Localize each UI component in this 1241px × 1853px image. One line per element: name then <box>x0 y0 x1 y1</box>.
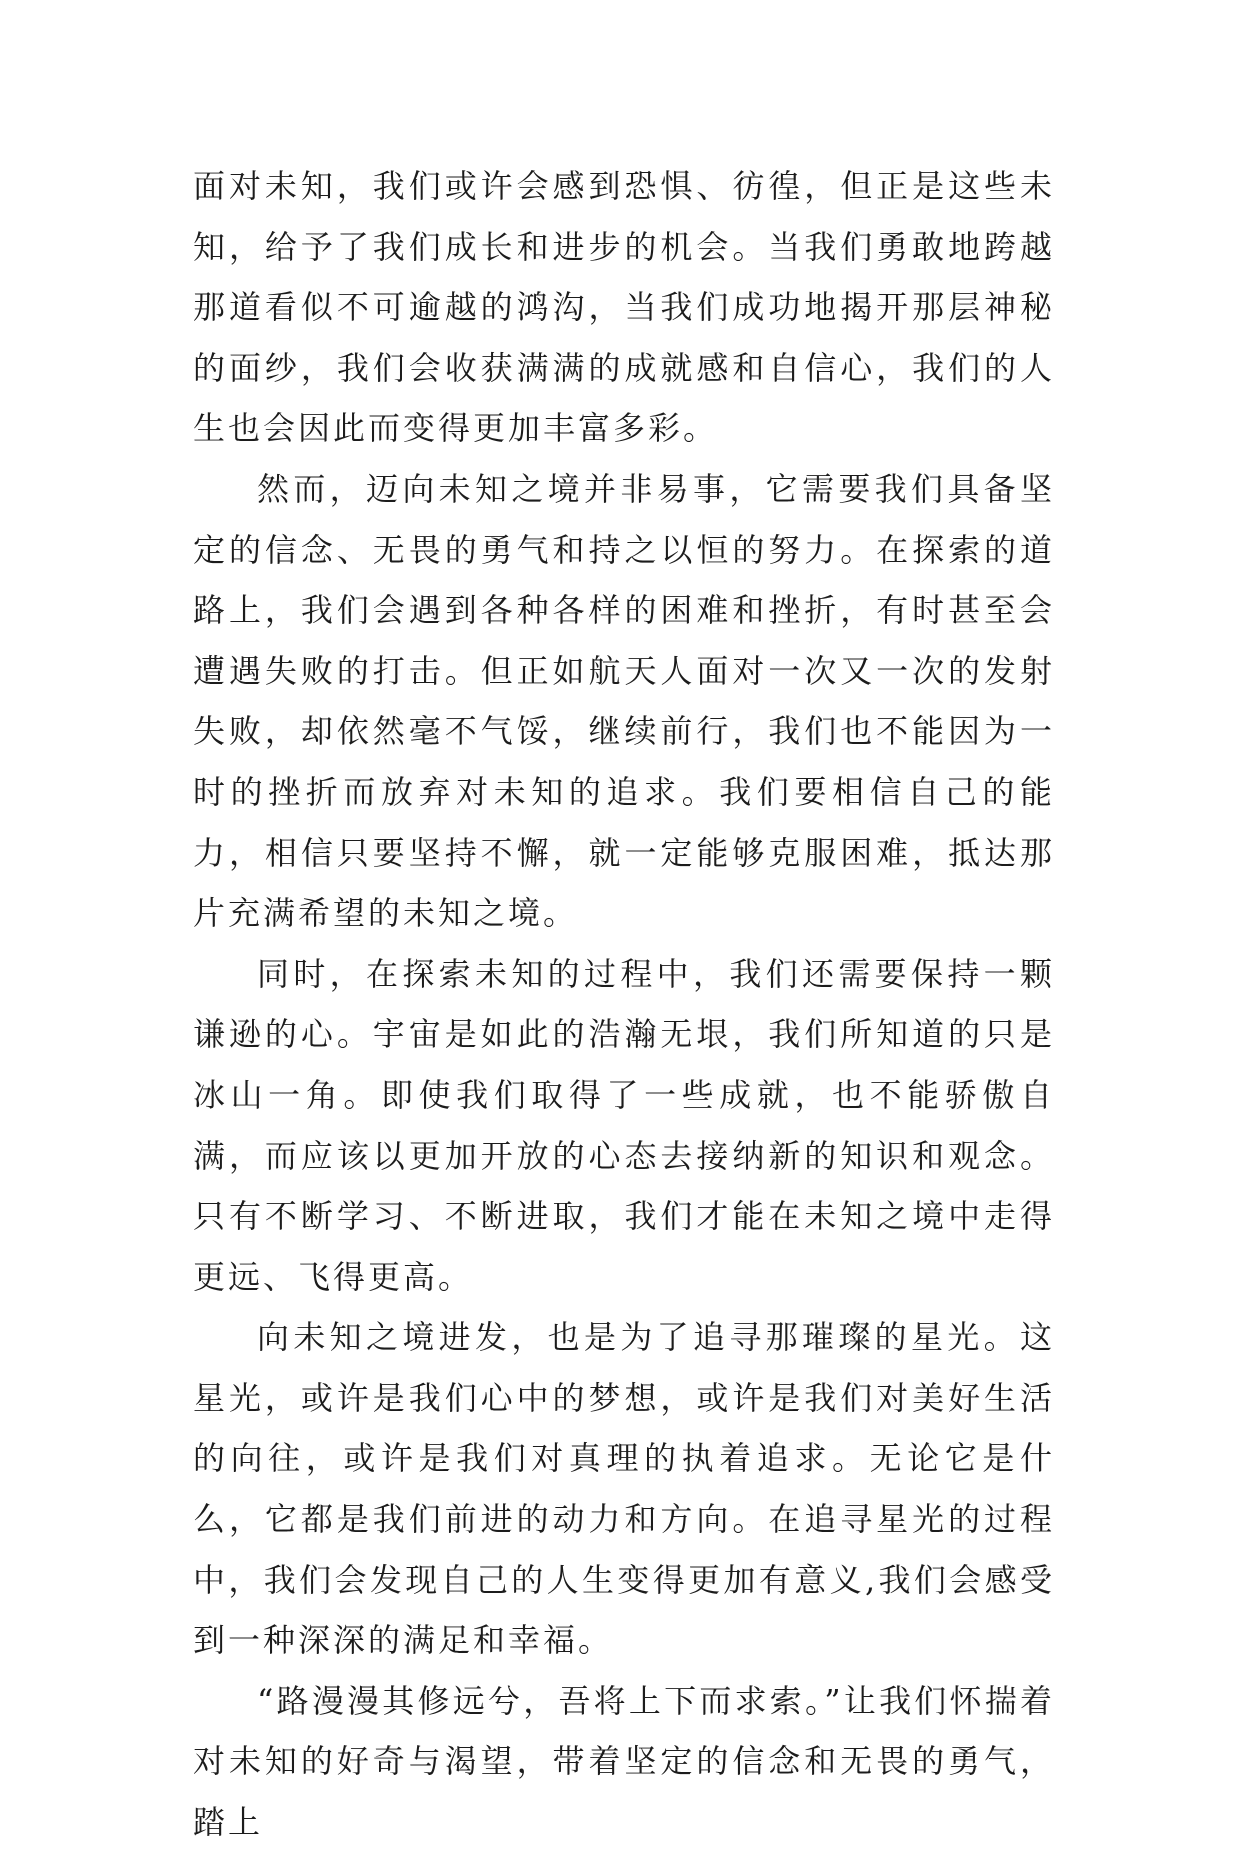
document-body <box>193 156 1055 1853</box>
paragraph-4: 向未知之境进发，也是为了追寻那璀璨的星光。这星光，或许是我们心中的梦想，或许是我们对美好生活的向往，或许是我们对真理的执着追求。无论它是什么，它都是我们前进的动力和方向。在追寻星光的过程中，我们会发现自己的人生变得更加有意义,我们会感受到一种深深的满足和幸福。 <box>193 1318 1055 1660</box>
paragraph-5: “路漫漫其修远兮，吾将上下而求索。”让我们怀揣着对未知的好奇与渴望，带着坚定的信念和无畏的勇气，踏上 <box>193 1681 1055 1842</box>
paragraph-2: 然而，迈向未知之境并非易事，它需要我们具备坚定的信念、无畏的勇气和持之以恒的努力。在探索的道路上，我们会遇到各种各样的困难和挫折，有时甚至会遭遇失败的打击。但正如航天人面对一次又一次的发射失败，却依然毫不气馁，继续前行，我们也不能因为一时的挫折而放弃对未知的追求。我们要相信自己的能力，相信只要坚持不懈，就一定能够克服困难，抵达那片充满希望的未知之境。 <box>193 469 1055 933</box>
paragraph-1: 面对未知，我们或许会感到恐惧、彷徨，但正是这些未知，给予了我们成长和进步的机会。当我们勇敢地跨越那道看似不可逾越的鸿沟，当我们成功地揭开那层神秘的面纱，我们会收获满满的成就感和自信心，我们的人生也会因此而变得更加丰富多彩。 <box>193 167 1055 448</box>
paragraph-3: 同时，在探索未知的过程中，我们还需要保持一颗谦逊的心。宇宙是如此的浩瀚无垠，我们所知道的只是冰山一角。即使我们取得了一些成就，也不能骄傲自满，而应该以更加开放的心态去接纳新的知识和观念。只有不断学习、不断进取，我们才能在未知之境中走得更远、飞得更高。 <box>193 954 1055 1296</box>
